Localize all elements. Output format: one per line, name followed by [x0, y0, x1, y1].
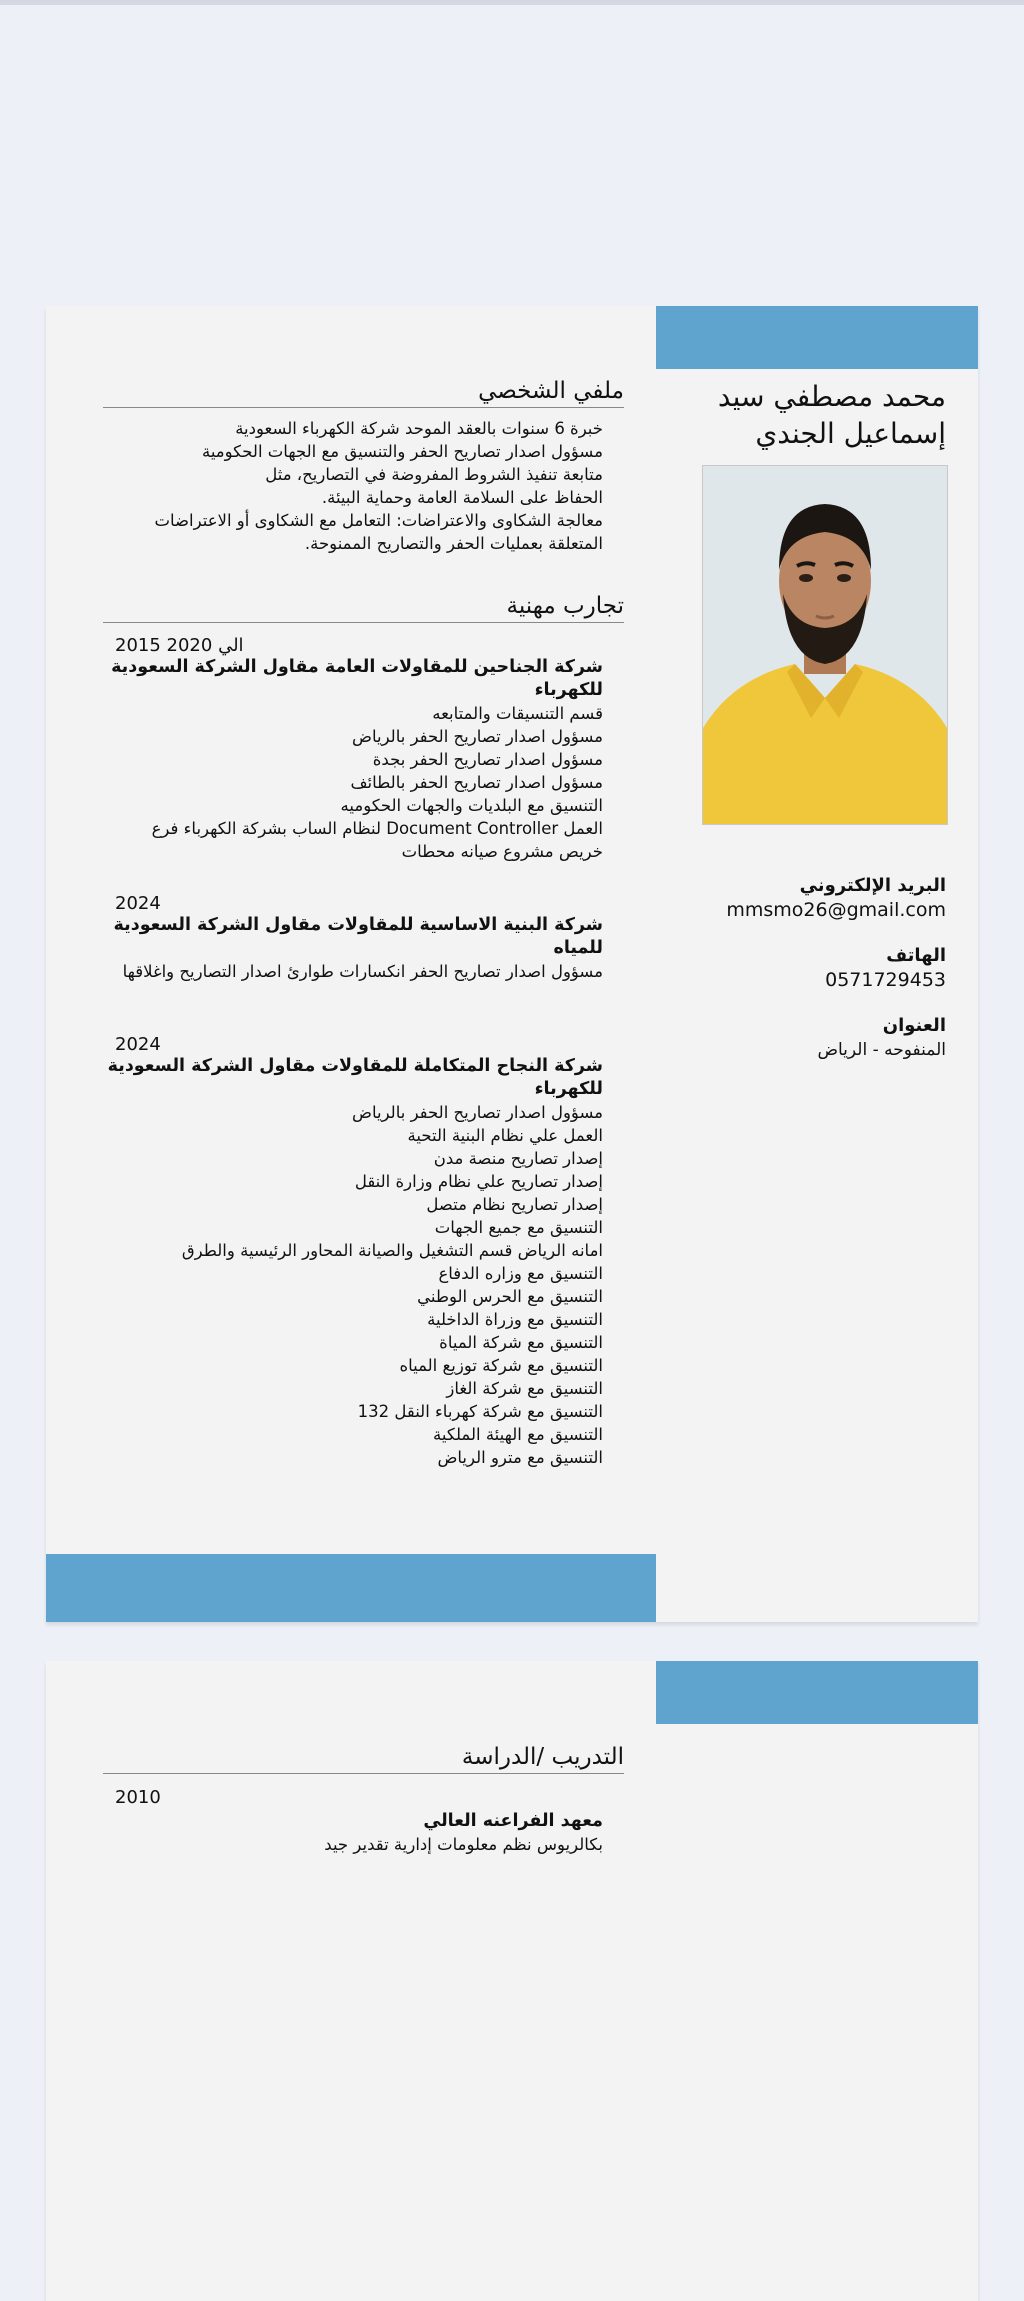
profile-line: خبرة 6 سنوات بالعقد الموحد شركة الكهرباء السعودية — [235, 419, 603, 438]
education-institution: معهد الفراعنه العالي — [423, 1811, 603, 1831]
job-line: التنسيق مع الحرس الوطني — [417, 1287, 603, 1306]
education-entry — [103, 1810, 603, 1856]
resume-page-1 — [46, 306, 978, 1622]
job-line: مسؤول اصدار تصاريح الحفر انكسارات طوارئ اصدار التصاريح واغلاقها — [122, 962, 603, 981]
profile-heading: ملفي الشخصي — [103, 376, 624, 408]
job-1-date: 2015 الي 2020 — [115, 635, 244, 656]
job-line: مسؤول اصدار تصاريح الحفر بجدة — [372, 750, 603, 769]
phone-label: الهاتف — [886, 945, 946, 966]
job-line: التنسيق مع وزاره الدفاع — [438, 1264, 603, 1283]
profile-line: مسؤول اصدار تصاريح الحفر والتنسيق مع الجهات الحكومية — [201, 442, 603, 461]
profile-line: الحفاظ على السلامة العامة وحماية البيئة. — [321, 488, 603, 507]
candidate-name: محمد مصطفي سيد إسماعيل الجندي — [717, 380, 946, 450]
job-line: التنسيق مع شركة الغاز — [446, 1379, 603, 1398]
resume-page-2 — [46, 1661, 978, 2301]
job-line: مسؤول اصدار تصاريح الحفر بالرياض — [352, 1103, 603, 1122]
email-label: البريد الإلكتروني — [799, 875, 946, 896]
education-date: 2010 — [115, 1787, 161, 1808]
contact-phone — [646, 944, 946, 993]
job-line: إصدار تصاريح نظام متصل — [426, 1195, 603, 1214]
job-2-date: 2024 — [115, 893, 161, 914]
job-line: التنسيق مع مترو الرياض — [437, 1448, 603, 1467]
job-line: امانه الرياض قسم التشغيل والصيانة المحاور الرئيسية والطرق — [181, 1241, 603, 1260]
contact-email — [646, 874, 946, 923]
job-line: التنسيق مع شركة كهرباء النقل 132 — [357, 1402, 603, 1421]
job-1-company: شركة الجناحين للمقاولات العامة مقاول الشركة السعودية للكهرباء — [111, 657, 603, 700]
profile-photo — [702, 465, 948, 825]
job-line: العمل علي نظام البنية التحية — [407, 1126, 603, 1145]
education-degree: بكالريوس نظم معلومات إدارية تقدير جيد — [324, 1835, 603, 1854]
job-line: مسؤول اصدار تصاريح الحفر بالرياض — [352, 727, 603, 746]
profile-line: معالجة الشكاوى والاعتراضات: التعامل مع الشكاوى أو الاعتراضات — [154, 511, 603, 530]
job-1 — [103, 656, 603, 863]
email-value: mmsmo26@gmail.com — [726, 899, 946, 921]
address-label: العنوان — [882, 1015, 946, 1036]
profile-line: متابعة تنفيذ الشروط المفروضة في التصاريح، مثل — [265, 465, 603, 484]
accent-band-top — [656, 306, 978, 369]
job-line: التنسيق مع البلديات والجهات الحكوميه — [340, 796, 603, 815]
job-line: إصدار تصاريح علي نظام وزارة النقل — [354, 1172, 603, 1191]
profile-text — [103, 417, 603, 555]
job-line: قسم التنسيقات والمتابعه — [432, 704, 603, 723]
phone-value: 0571729453 — [825, 969, 946, 991]
job-line: إصدار تصاريح منصة مدن — [433, 1149, 603, 1168]
job-line: مسؤول اصدار تصاريح الحفر بالطائف — [350, 773, 603, 792]
accent-band-top — [656, 1661, 978, 1724]
job-2 — [103, 914, 603, 983]
job-line: التنسيق مع شركة توزيع المياه — [399, 1356, 603, 1375]
job-3-company: شركة النجاح المتكاملة للمقاولات مقاول الشركة السعودية للكهرباء — [107, 1056, 603, 1099]
job-2-company: شركة البنية الاساسية للمقاولات مقاول الشركة السعودية للمياه — [113, 915, 603, 958]
job-3 — [103, 1055, 603, 1469]
experience-heading: تجارب مهنية — [103, 591, 624, 623]
education-heading: التدريب /الدراسة — [103, 1742, 624, 1774]
job-line: العمل Document Controller لنظام الساب بشركة الكهرباء فرع خريص مشروع صيانه محطات — [151, 819, 603, 861]
contact-address — [646, 1014, 946, 1063]
job-line: التنسيق مع شركة المياة — [439, 1333, 603, 1352]
job-line: التنسيق مع وزراة الداخلية — [427, 1310, 603, 1329]
job-3-date: 2024 — [115, 1034, 161, 1055]
job-line: التنسيق مع الهيئة الملكية — [433, 1425, 603, 1444]
address-value: المنفوحه - الرياض — [817, 1040, 946, 1060]
profile-line: المتعلقة بعمليات الحفر والتصاريح الممنوحة. — [304, 534, 603, 553]
job-line: التنسيق مع جميع الجهات — [434, 1218, 603, 1237]
top-bar — [0, 0, 1024, 5]
accent-band-bottom — [46, 1554, 656, 1622]
